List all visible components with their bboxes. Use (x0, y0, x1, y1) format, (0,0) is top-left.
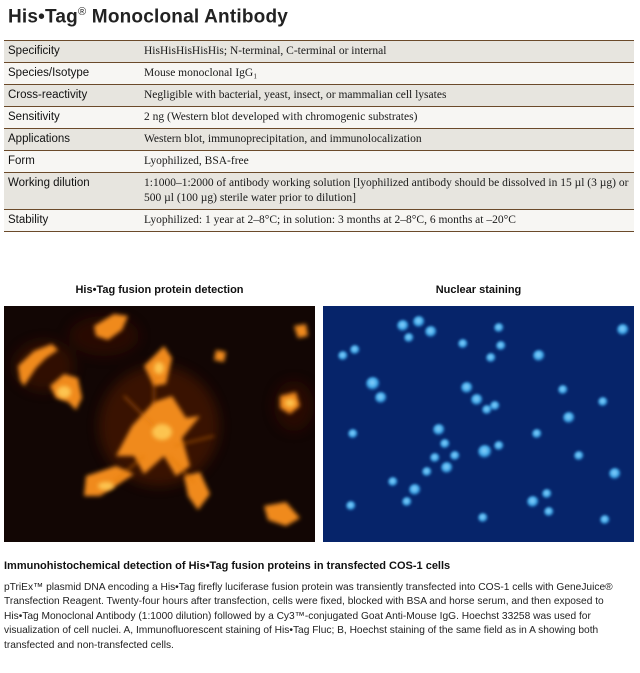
spec-value: HisHisHisHisHis; N-terminal, C-terminal or internal (140, 41, 634, 63)
cy3-staining-image (4, 306, 315, 542)
spec-label: Specificity (4, 41, 140, 63)
table-row (4, 173, 634, 210)
panel-b-caption: Nuclear staining (435, 284, 522, 296)
table-row (4, 41, 634, 63)
spec-value: 2 ng (Western blot developed with chromogenic substrates) (140, 107, 634, 129)
spec-label: Cross-reactivity (4, 85, 140, 107)
spec-value: Western blot, immunoprecipitation, and immunolocalization (140, 129, 634, 151)
spec-value: Negligible with bacterial, yeast, insect, or mammalian cell lysates (140, 85, 634, 107)
table-row (4, 107, 634, 129)
fluorescence-micrograph-panel-b (323, 306, 634, 542)
spec-label: Form (4, 151, 140, 173)
fluorescence-micrograph-panel-a (4, 306, 315, 542)
hoechst-staining-image (323, 306, 634, 542)
spec-value: Lyophilized, BSA-free (140, 151, 634, 173)
table-row (4, 129, 634, 151)
page-title (8, 6, 288, 28)
figure-caption-text: pTriEx™ plasmid DNA encoding a His•Tag firefly luciferase fusion protein was transiently transfected into COS-1 cells with GeneJuice® Transfection Reagent. Twenty-four hours after transfection, cells were fixed, blocked with BSA and horse serum, and then exposed to His•Tag Monoclonal Antibody (1:1000 dilution) followed by a Cy3™-conjugated Goat Anti-Mouse IgG. Hoechst 33258 was used for visualization of cell nuclei. A, Immunofluorescent staining of His•Tag Fluc; B, Hoechst staining of the same field as in A showing both transfected and non-transfected cells. (4, 582, 613, 651)
title-suffix: Monoclonal Antibody (86, 6, 289, 28)
specifications-table (4, 40, 634, 232)
registered-mark: ® (78, 6, 87, 18)
spec-value: Mouse monoclonal IgG₁ (140, 63, 634, 85)
table-row (4, 63, 634, 85)
spec-label: Working dilution (4, 173, 140, 210)
spec-label: Applications (4, 129, 140, 151)
spec-label: Stability (4, 210, 140, 232)
panel-a-caption: His•Tag fusion protein detection (75, 284, 244, 296)
spec-label: Species/Isotype (4, 63, 140, 85)
table-row (4, 85, 634, 107)
spec-label: Sensitivity (4, 107, 140, 129)
figure-caption-title: Immunohistochemical detection of His•Tag fusion proteins in transfected COS-1 cells (4, 560, 451, 572)
spec-value: Lyophilized: 1 year at 2–8°C; in solution: 3 months at 2–8°C, 6 months at –20°C (140, 210, 634, 232)
title-prefix: His•Tag (8, 6, 78, 28)
spec-value: 1:1000–1:2000 of antibody working solution [lyophilized antibody should be dissolved in 15 µl (3 µg) or 500 µl (100 µg) sterile water prior to dilution] (140, 173, 634, 210)
table-row (4, 151, 634, 173)
table-row (4, 210, 634, 232)
